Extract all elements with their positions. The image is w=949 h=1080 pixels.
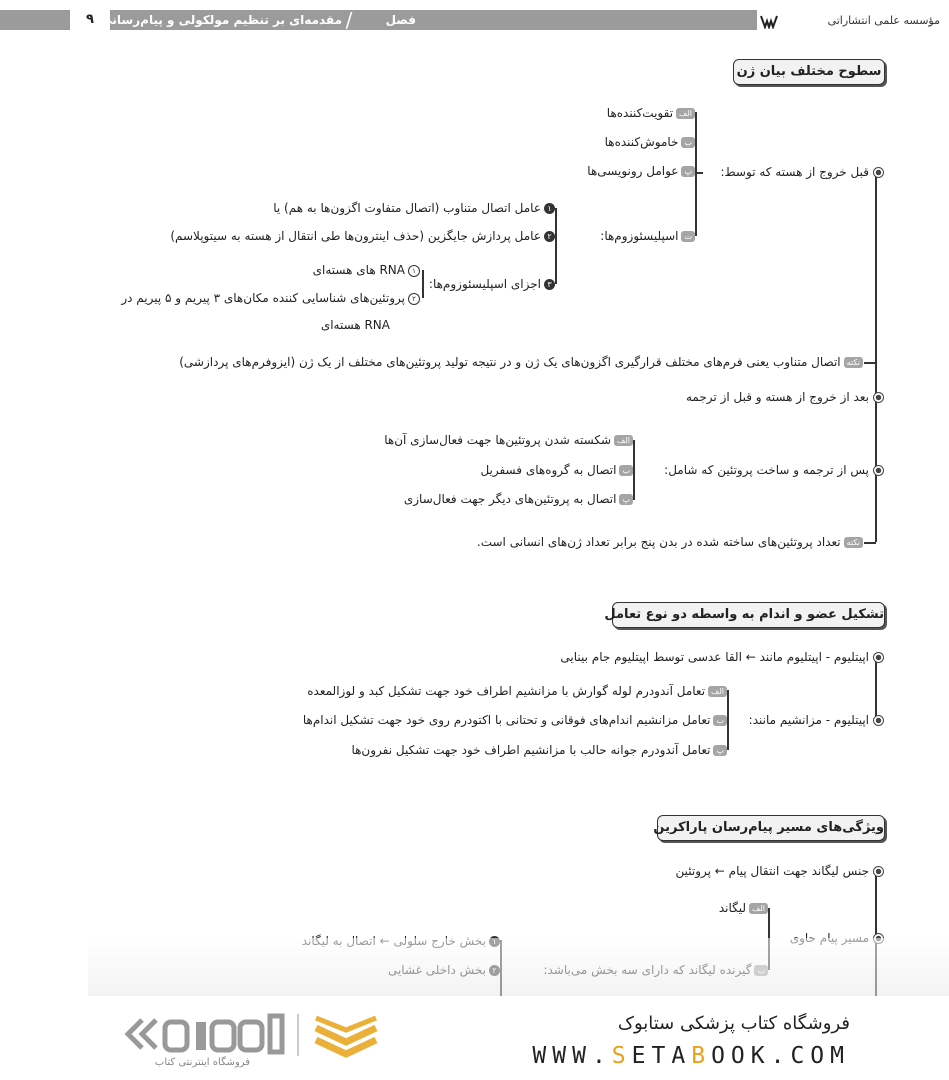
bracket-tick: [695, 172, 703, 174]
item-badge: ب: [681, 137, 695, 148]
after-translation-label: پس از ترجمه و ساخت پروتئین که شامل:: [664, 463, 869, 477]
item-text: اسپلیسئوزوم‌ها:: [600, 229, 679, 243]
spliceosome-item: [405, 275, 555, 293]
bracket-line: [555, 208, 557, 284]
bracket-line: [727, 690, 729, 750]
number-icon: ۱: [544, 203, 555, 214]
item-text: عامل اتصال متناوب (اتصال متفاوت اگزون‌ها به هم) یا: [273, 201, 541, 215]
list-item: [480, 104, 695, 122]
list-item: [480, 133, 695, 151]
item-text: RNA های هسته‌ای: [312, 263, 405, 277]
shop-name: فروشگاه کتاب پزشکی ستابوک: [617, 1013, 850, 1034]
item-text: اجزای اسپلیسئوزوم‌ها:: [428, 277, 541, 291]
ligand-type-text: [600, 862, 884, 880]
footer-fade: [88, 938, 949, 998]
item-text: خاموش‌کننده‌ها: [604, 135, 679, 149]
component-item: [220, 261, 420, 279]
component-item: [80, 289, 420, 307]
list-item: [240, 682, 727, 700]
publisher-logo-icon: [760, 13, 778, 29]
epi-epi-text: [480, 648, 884, 666]
item-badge: ت: [681, 231, 695, 242]
bracket-line: [633, 440, 635, 500]
header-chapter: فصل اول: [385, 13, 416, 47]
header-title: مقدمه‌ای بر تنظیم مولکولی و پیام‌رسانی: [100, 13, 342, 27]
item-badge: ب: [713, 715, 727, 726]
epi-mes-label: اپیتلیوم - مزانشیم مانند:: [748, 713, 869, 727]
number-icon: ۲: [408, 293, 420, 305]
bracket-line: [422, 270, 424, 298]
spliceosome-item: [200, 199, 555, 217]
list-item: [480, 162, 695, 180]
before-exit-text: [700, 163, 884, 181]
item-badge: پ: [681, 166, 695, 177]
bullet-icon: [873, 167, 884, 178]
url-part: OOK.COM: [711, 1043, 850, 1069]
section-title-paracrine: ویژگی‌های مسیر پیام‌رسان پاراکرین: [657, 815, 885, 841]
item-text: پروتئین‌های شناسایی کننده مکان‌های ۳ پیریم و ۵ پیریم در: [121, 291, 405, 305]
item-text: تعامل مزانشیم اندام‌های فوقانی و تحتانی با اکتودرم روی خود جهت تشکیل اندام‌ها: [302, 713, 711, 727]
url-part-accent: B: [691, 1043, 712, 1069]
bracket-line: [695, 112, 697, 236]
bullet-icon: [873, 866, 884, 877]
note-1: [110, 353, 863, 371]
bullet-icon: [873, 465, 884, 476]
after-translation-text: [640, 461, 884, 479]
item-badge: الف: [614, 435, 633, 446]
component-continued: RNA هسته‌ای: [320, 318, 390, 332]
list-item: [230, 711, 727, 729]
item-badge: الف: [749, 903, 768, 914]
note-text: اتصال متناوب یعنی فرم‌های مختلف قرارگیری اگزون‌های یک ژن و در نتیجه تولید پروتئین‌های مختلف از یک ژن (ایزوفرم‌های پردازشی): [179, 355, 841, 369]
item-text: لیگاند: [718, 901, 747, 915]
after-exit-label: بعد از خروج از هسته و قبل از ترجمه: [686, 390, 869, 404]
bullet-icon: [873, 652, 884, 663]
item-text: عوامل رونویسی‌ها: [587, 164, 679, 178]
header-separator: /: [345, 8, 353, 32]
list-item: [560, 227, 695, 245]
item-text: تعامل آندودرم جوانه حالب با مزانشیم اطراف خود جهت تشکیل نفرون‌ها: [351, 743, 711, 757]
bullet-icon: [873, 715, 884, 726]
item-badge: الف: [676, 108, 695, 119]
url-part: WWW.: [532, 1043, 612, 1069]
number-icon: ۲: [544, 231, 555, 242]
list-item: [330, 490, 633, 508]
shop-url[interactable]: [485, 1041, 850, 1071]
section1-trunk-line: [875, 172, 877, 542]
item-text: اتصال به پروتئین‌های دیگر جهت فعال‌سازی: [403, 492, 617, 506]
logo-caption: فروشگاه اینترنتی کتاب: [154, 1057, 251, 1068]
epi-mes-text: [730, 711, 884, 729]
list-item: [280, 741, 727, 759]
item-text: شکسته شدن پروتئین‌ها جهت فعال‌سازی آن‌ها: [384, 433, 612, 447]
item-badge: پ: [713, 745, 727, 756]
list-item: [650, 899, 768, 917]
note-badge: نکته: [844, 537, 863, 548]
item-badge: الف: [708, 686, 727, 697]
list-item: [300, 431, 633, 449]
item-text: عامل پردازش جایگزین (حذف اینترون‌ها طی انتقال از هسته به سیتوپلاسم): [170, 229, 541, 243]
number-icon: ۱: [408, 265, 420, 277]
item-text: تقویت‌کننده‌ها: [606, 106, 674, 120]
list-item: [400, 461, 633, 479]
url-part-accent: S: [611, 1043, 632, 1069]
note-tick: [864, 542, 876, 544]
publisher-name: مؤسسه علمی انتشاراتی: [827, 14, 940, 27]
item-text: اتصال به گروه‌های فسفریل: [480, 463, 617, 477]
note-text: تعداد پروتئین‌های ساخته شده در بدن پنج برابر تعداد ژن‌های انسانی است.: [476, 535, 841, 549]
item-badge: ب: [619, 465, 633, 476]
item-badge: پ: [619, 494, 633, 505]
item-text: تعامل آندودرم لوله گوارش با مزانشیم اطراف خود جهت تشکیل کبد و لوزالمعده: [307, 684, 706, 698]
after-exit-text: [620, 388, 884, 406]
ligand-type-label: جنس لیگاند جهت انتقال پیام ← پروتئین: [675, 864, 869, 878]
number-icon: ۳: [544, 279, 555, 290]
note-2: [380, 533, 863, 551]
epi-epi-label: اپیتلیوم - اپیتلیوم مانند ← القا عدسی توسط اپیتلیوم جام بینایی: [560, 650, 869, 664]
bullet-icon: [873, 392, 884, 403]
note-tick: [864, 362, 876, 364]
section-title-gene-expression: سطوح مختلف بیان ژن: [733, 59, 885, 85]
setabook-logo-icon: [120, 1010, 390, 1058]
note-badge: نکته: [844, 357, 863, 368]
spliceosome-item: [150, 227, 555, 245]
url-part: ETA: [631, 1043, 692, 1069]
page-number: ۹: [86, 12, 94, 27]
section-title-organ-formation: تشکیل عضو و اندام به واسطه دو نوع تعامل: [612, 602, 885, 628]
before-exit-label: قبل خروج از هسته که توسط:: [720, 165, 869, 179]
